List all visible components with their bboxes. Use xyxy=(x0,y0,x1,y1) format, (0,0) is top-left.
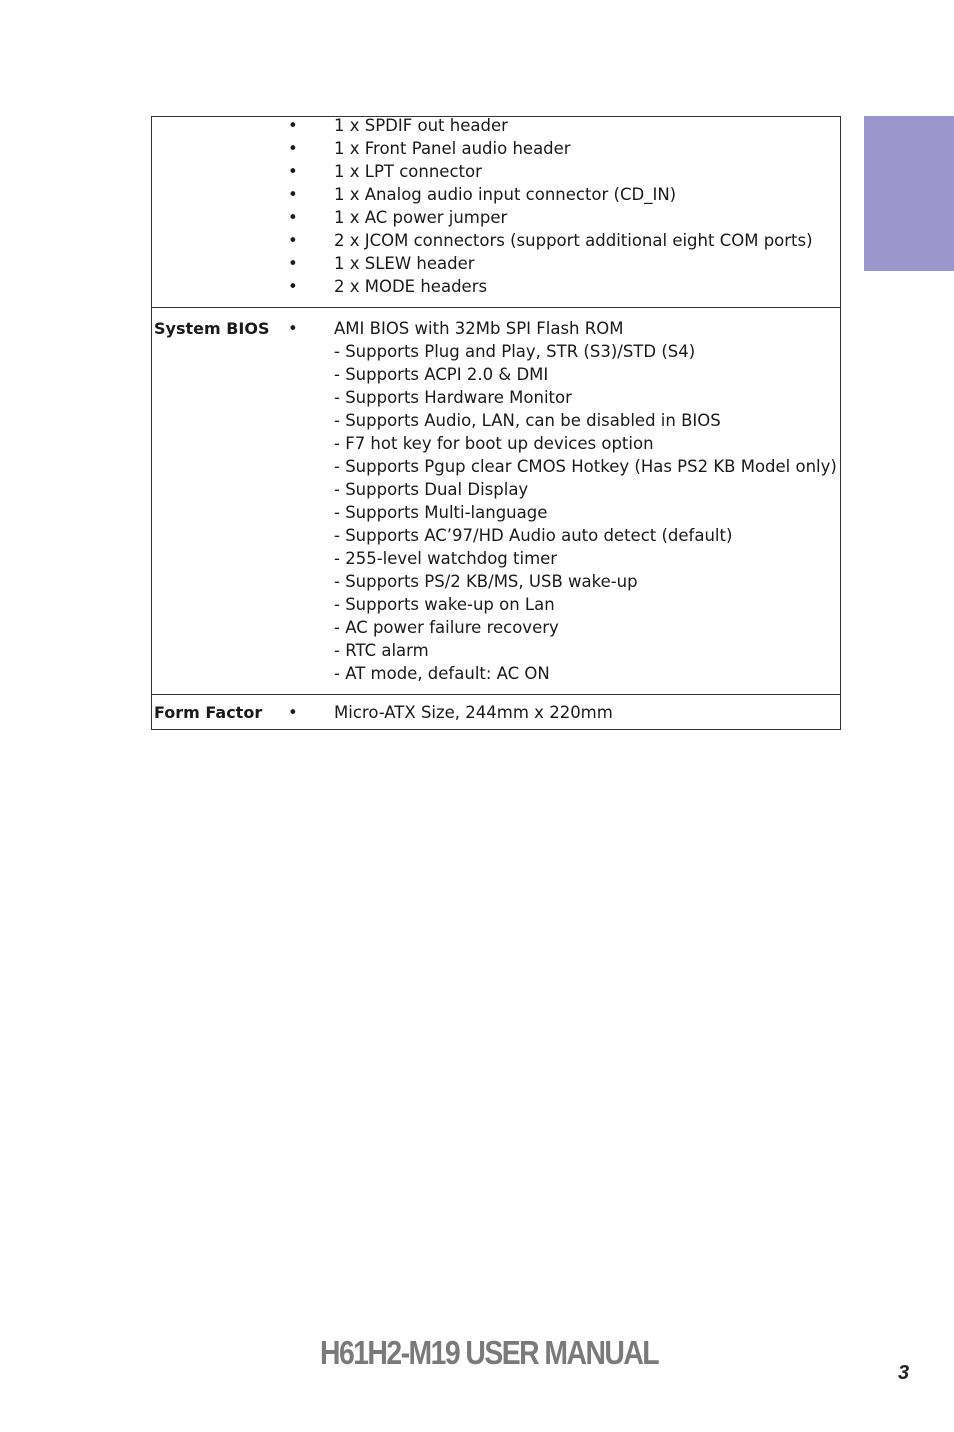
list-item xyxy=(152,252,840,275)
list-item-text: Micro-ATX Size, 244mm x 220mm xyxy=(334,703,613,722)
list-item-text: - RTC alarm xyxy=(334,641,429,660)
list-item xyxy=(152,455,840,478)
list-item-text: - Supports PS/2 KB/MS, USB wake-up xyxy=(334,572,638,591)
bullet: • xyxy=(288,254,298,273)
list-item-text: - Supports Dual Display xyxy=(334,480,529,499)
list-item xyxy=(152,524,840,547)
list-item xyxy=(152,206,840,229)
row-label: Form Factor xyxy=(154,703,263,722)
list-item xyxy=(152,701,840,724)
list-item xyxy=(152,570,840,593)
list-item xyxy=(152,432,840,455)
list-item-text: - Supports Pgup clear CMOS Hotkey (Has PS2 KB Model only) xyxy=(334,457,837,476)
list-item xyxy=(152,409,840,432)
list-item xyxy=(152,137,840,160)
list-item xyxy=(152,386,840,409)
spec-row-system-bios xyxy=(152,307,840,694)
list-item-text: 1 x Front Panel audio header xyxy=(334,139,571,158)
bullet: • xyxy=(288,162,298,181)
list-item xyxy=(152,478,840,501)
bullet: • xyxy=(288,319,298,338)
list-item-text: - Supports Audio, LAN, can be disabled in BIOS xyxy=(334,411,721,430)
list-item-text: - Supports ACPI 2.0 & DMI xyxy=(334,365,549,384)
list-item-text: - Supports AC’97/HD Audio auto detect (default) xyxy=(334,526,733,545)
list-item-text: AMI BIOS with 32Mb SPI Flash ROM xyxy=(334,319,624,338)
list-item xyxy=(152,363,840,386)
list-item-text: - Supports Multi-language xyxy=(334,503,548,522)
list-item xyxy=(152,229,840,252)
spec-row-connectors xyxy=(152,117,840,307)
list-item-text: - Supports Hardware Monitor xyxy=(334,388,572,407)
list-item xyxy=(152,275,840,298)
list-item xyxy=(152,593,840,616)
bullet: • xyxy=(288,703,298,722)
list-item-text: - Supports Plug and Play, STR (S3)/STD (S4) xyxy=(334,342,696,361)
list-item xyxy=(152,662,840,685)
list-item-text: - Supports wake-up on Lan xyxy=(334,595,555,614)
list-item xyxy=(152,501,840,524)
chapter-side-tab xyxy=(864,116,954,271)
list-item-text: - 255-level watchdog timer xyxy=(334,549,558,568)
list-item-text: 1 x AC power jumper xyxy=(334,208,508,227)
list-item xyxy=(152,639,840,662)
list-item xyxy=(152,160,840,183)
list-item-text: 1 x Analog audio input connector (CD_IN) xyxy=(334,185,677,204)
bullet: • xyxy=(288,277,298,296)
spec-table xyxy=(151,116,841,730)
list-item-text: - AT mode, default: AC ON xyxy=(334,664,550,683)
list-item xyxy=(152,317,840,340)
list-item xyxy=(152,340,840,363)
list-item-text: 2 x MODE headers xyxy=(334,277,488,296)
bullet: • xyxy=(288,208,298,227)
list-item xyxy=(152,114,840,137)
bullet: • xyxy=(288,139,298,158)
list-item xyxy=(152,183,840,206)
list-item-text: 1 x SPDIF out header xyxy=(334,116,508,135)
page-number: 3 xyxy=(898,1362,910,1384)
spec-row-form-factor xyxy=(152,694,840,729)
list-item xyxy=(152,547,840,570)
bullet: • xyxy=(288,231,298,250)
list-item-text: - AC power failure recovery xyxy=(334,618,559,637)
list-item-text: 2 x JCOM connectors (support additional eight COM ports) xyxy=(334,231,813,250)
bullet: • xyxy=(288,185,298,204)
list-item-text: 1 x SLEW header xyxy=(334,254,475,273)
footer-manual-title: H61H2-M19 USER MANUAL xyxy=(320,1334,659,1371)
list-item-text: 1 x LPT connector xyxy=(334,162,482,181)
list-item-text: - F7 hot key for boot up devices option xyxy=(334,434,654,453)
row-label: System BIOS xyxy=(154,319,270,338)
list-item xyxy=(152,616,840,639)
bullet: • xyxy=(288,116,298,135)
